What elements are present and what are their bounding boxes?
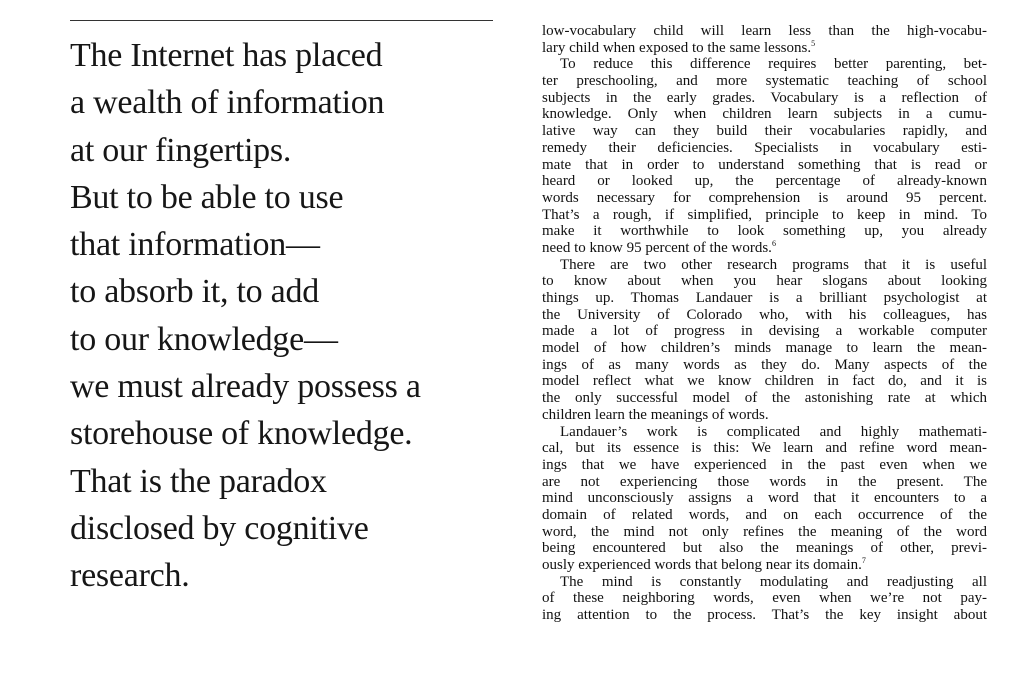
line-text: model of how children’s minds manage to learn the mean- [542,340,987,357]
body-text-line [542,207,987,224]
line-text: mind unconsciously assigns a word that it encounters to a [542,490,987,507]
body-text-line [542,73,987,90]
line-text: That’s a rough, if simplified, principle to keep in mind. To [542,206,987,223]
body-text-line [542,190,987,207]
body-text-line [542,607,987,624]
pull-quote-line: That is the paradox [70,462,327,500]
body-text-line [542,407,987,424]
paragraph-first-line [542,56,987,73]
body-text-line [542,173,987,190]
pull-quote-line: at our fingertips. [70,131,292,169]
body-text-line [542,273,987,290]
body-text-line [542,357,987,374]
pull-quote-line: research. [70,557,190,595]
line-text: Landauer’s work is complicated and highly mathemati- [560,423,987,440]
line-text: word, the mind not only refines the meaning of the word [542,523,987,540]
body-text-line [542,540,987,557]
body-text-line [542,23,987,40]
line-text: There are two other research programs that it is useful [560,256,987,273]
body-text-line [542,90,987,107]
pull-quote-line: to our knowledge— [70,320,338,358]
line-text: need to know 95 percent of the words. [542,239,772,256]
line-text: ings of as many words as they do. Many aspects of the [542,356,987,373]
line-text: being encountered but also the meanings of other, previ- [542,540,987,557]
pull-quote-line: But to be able to use [70,178,344,216]
line-text: mate that in order to understand something that is read or [542,156,987,173]
body-text-line [542,157,987,174]
pull-quote-line: storehouse of knowledge. [70,415,413,453]
line-text: remedy their deficiencies. Specialists in vocabulary esti- [542,139,987,156]
pull-quote-line: we must already possess a [70,368,421,406]
pull-quote-line: that information— [70,226,320,264]
body-text-line [542,340,987,357]
paragraph-first-line [542,574,987,591]
pull-quote-line: to absorb it, to add [70,273,320,311]
body-text-line [542,557,987,574]
line-text: ings that we have experienced in the past even when we [542,456,987,473]
line-text: model reflect what we know children in fact do, and it is [542,373,987,390]
pull-quote-line: The Internet has placed [70,37,383,74]
body-text-line [542,123,987,140]
pull-quote-line: a wealth of information [70,84,385,122]
line-text: cal, but its essence is this: We learn and refine word mean- [542,440,987,457]
line-text: The mind is constantly modulating and readjusting all [560,573,987,590]
body-text-line [542,474,987,491]
paragraph-first-line [542,424,987,441]
body-text-line [542,323,987,340]
line-text: are not experiencing those words in the present. The [542,473,987,490]
body-text-line [542,240,987,257]
body-text-line [542,373,987,390]
body-text-line [542,223,987,240]
line-text: make it worthwhile to look something up, you already [542,223,987,240]
line-text: lative way can they build their vocabularies rapidly, and [542,123,987,140]
pull-quote-line: disclosed by cognitive [70,509,369,547]
paragraph-first-line [542,257,987,274]
line-text: children learn the meanings of words. [542,406,769,423]
body-text-line [542,140,987,157]
body-text-line [542,106,987,123]
line-text: domain of related words, and on each occurrence of the [542,506,987,523]
body-text-line [542,290,987,307]
line-text: to know about when you hear slogans about looking [542,273,987,290]
line-text: the University of Colorado who, with his colleagues, has [542,306,987,323]
line-text: low-vocabulary child will learn less than the high-vocabu- [542,23,987,39]
line-text: subjects in the early grades. Vocabulary is a reflection of [542,89,987,106]
footnote-marker[interactable]: 7 [861,556,866,565]
pull-quote [70,32,510,600]
body-text-line [542,390,987,407]
body-text-line [542,507,987,524]
line-text: lary child when exposed to the same lessons. [542,39,812,56]
footnote-marker[interactable]: 5 [811,38,816,48]
line-text: ously experienced words that belong near its domain. [542,557,862,573]
body-text-line [542,490,987,507]
body-text-line [542,590,987,607]
body-text-column [542,23,987,624]
line-text: words necessary for comprehension is around 95 percent. [542,189,987,206]
body-text-line [542,307,987,324]
body-text-line [542,40,987,57]
line-text: things up. Thomas Landauer is a brilliant psychologist at [542,290,987,306]
line-text: knowledge. Only when children learn subjects in a cumu- [542,106,987,123]
line-text: made a lot of progress in devising a workable computer [542,323,987,340]
body-text-line [542,457,987,474]
line-text: of these neighboring words, even when we’re not pay- [542,590,987,607]
line-text: ter preschooling, and more systematic teaching of school [542,73,987,90]
line-text: To reduce this difference requires better parenting, bet- [560,56,987,73]
body-text-line [542,524,987,541]
line-text: heard or looked up, the percentage of already-known [542,173,987,190]
footnote-marker[interactable]: 6 [771,238,776,248]
body-text-line [542,440,987,457]
top-rule [70,20,493,21]
line-text: the only successful model of the astonishing rate at which [542,390,987,407]
line-text: ing attention to the process. That’s the key insight about [542,607,987,624]
